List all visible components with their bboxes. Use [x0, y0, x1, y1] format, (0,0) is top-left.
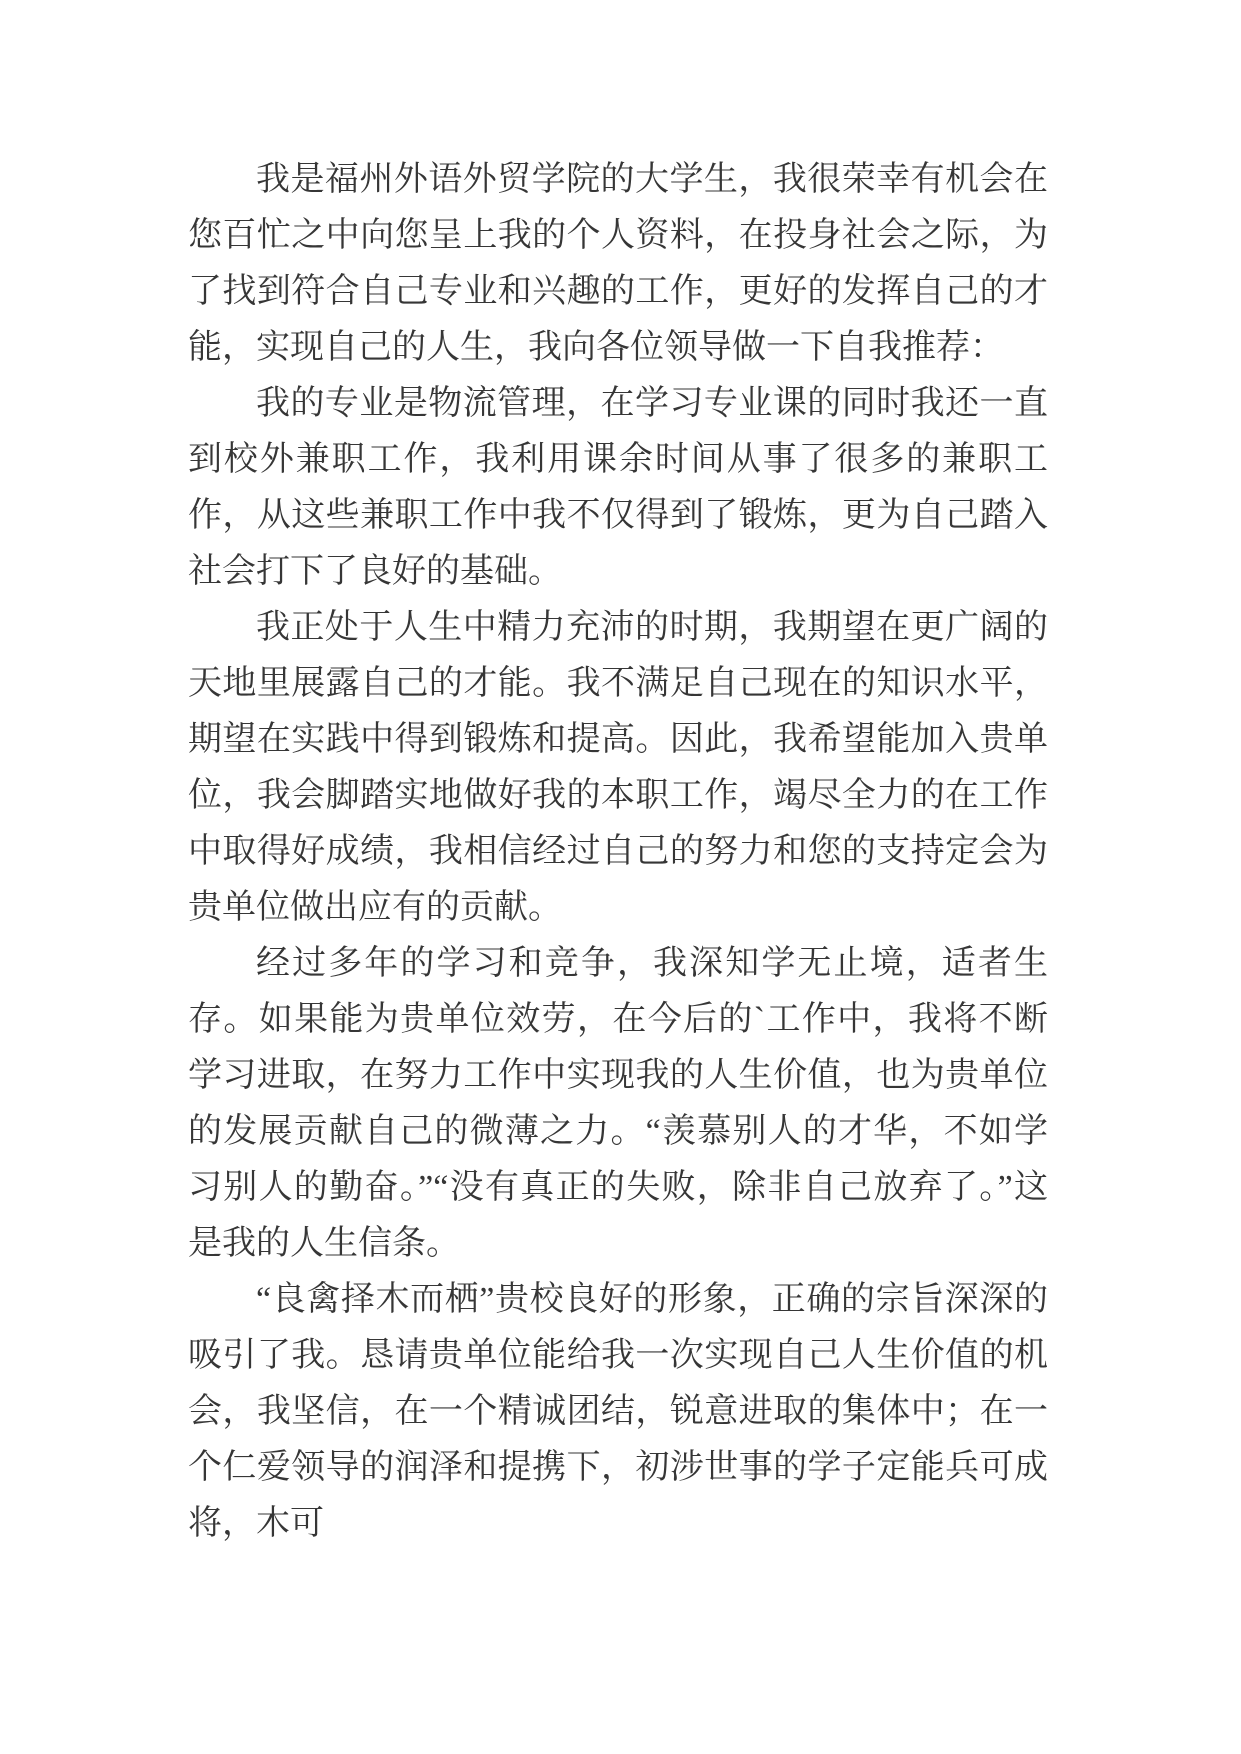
paragraph-learning-credo: 经过多年的学习和竞争，我深知学无止境，适者生存。如果能为贵单位效劳，在今后的`工作中，我将不断学习进取，在努力工作中实现我的人生价值，也为贵单位的发展贡献自己的微薄之力。“羡慕别人的才华，不如学习别人的勤奋。”“没有真正的失败，除非自己放弃了。”这是我的人生信条。 — [188, 945, 1048, 1262]
paragraph-major-parttime: 我的专业是物流管理，在学习专业课的同时我还一直到校外兼职工作，我利用课余时间从事了很多的兼职工作，从这些兼职工作中我不仅得到了锻炼，更为自己踏入社会打下了良好的基础。 — [188, 385, 1048, 590]
paragraph-appeal: “良禽择木而栖”贵校良好的形象，正确的宗旨深深的吸引了我。恳请贵单位能给我一次实现自己人生价值的机会，我坚信，在一个精诚团结，锐意进取的集体中；在一个仁爱领导的润泽和提携下，初涉世事的学子定能兵可成将，木可 — [188, 1281, 1048, 1542]
document-text-body — [188, 152, 1048, 1552]
paragraph-energy-aspiration: 我正处于人生中精力充沛的时期，我期望在更广阔的天地里展露自己的才能。我不满足自己现在的知识水平，期望在实践中得到锻炼和提高。因此，我希望能加入贵单位，我会脚踏实地做好我的本职工作，竭尽全力的在工作中取得好成绩，我相信经过自己的努力和您的支持定会为贵单位做出应有的贡献。 — [188, 609, 1048, 926]
paragraph-intro: 我是福州外语外贸学院的大学生，我很荣幸有机会在您百忙之中向您呈上我的个人资料，在投身社会之际，为了找到符合自己专业和兴趣的工作，更好的发挥自己的才能，实现自己的人生，我向各位领导做一下自我推荐： — [188, 161, 1048, 366]
